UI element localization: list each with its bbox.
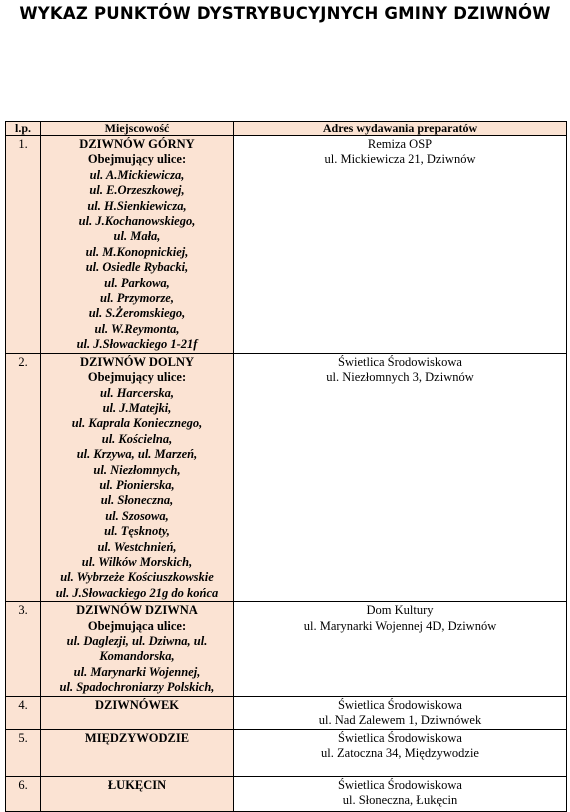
place-cell — [41, 602, 234, 696]
row-number: 2. — [6, 353, 41, 602]
street: ul. Pionierska, — [99, 477, 175, 492]
street: ul. Wilków Morskich, — [81, 554, 193, 569]
document-title: WYKAZ PUNKTÓW DYSTRYBUCYJNYCH GMINY DZIWNÓW — [19, 4, 551, 23]
place-name: DZIWNÓWEK — [94, 697, 180, 712]
address-cell — [234, 353, 567, 602]
street: ul. Niezłomnych, — [93, 462, 181, 477]
table-row — [6, 729, 567, 776]
header-place: Miejscowość — [41, 122, 234, 136]
street: ul. Osiedle Rybacki, — [85, 260, 189, 275]
street: ul. Daglezji, ul. Dziwna, ul. — [66, 634, 208, 648]
street: Komandorska, — [99, 649, 175, 664]
street: ul. Słoneczna, — [100, 493, 174, 508]
street: ul. S.Żeromskiego, — [88, 306, 186, 321]
address-cell — [234, 602, 567, 696]
table-row — [6, 602, 567, 696]
place-name: DZIWNÓW DZIWNA — [76, 603, 198, 618]
header-address: Adres wydawania preparatów — [234, 122, 567, 136]
venue-address: ul. Nad Zalewem 1, Dziwnówek — [318, 713, 482, 728]
venue-address: ul. Niezłomnych 3, Dziwnów — [326, 370, 474, 385]
streets-intro: Obejmujący ulice: — [87, 152, 187, 167]
row-number: 4. — [6, 696, 41, 729]
venue-name: Dom Kultury — [366, 603, 434, 618]
header-lp: l.p. — [6, 122, 41, 136]
address-cell — [234, 136, 567, 354]
venue-name: Świetlica Środowiskowa — [338, 777, 462, 792]
street: ul. J.Słowackiego 21g do końca — [55, 585, 219, 600]
street: ul. W.Reymonta, — [94, 321, 180, 336]
table-row — [6, 696, 567, 729]
row-number: 5. — [6, 729, 41, 776]
address-cell — [234, 776, 567, 811]
street: ul. Spadochroniarzy Polskich, — [59, 680, 215, 695]
place-cell — [41, 136, 234, 354]
street: ul. Harcerska, — [100, 385, 174, 400]
row-number: 6. — [6, 776, 41, 811]
table-row — [6, 353, 567, 602]
street: ul. H.Sienkiewicza, — [87, 198, 187, 213]
street: ul. Kaprala Koniecznego, — [71, 416, 203, 431]
distribution-points-table — [5, 121, 567, 812]
place-cell — [41, 353, 234, 602]
place-cell — [41, 696, 234, 729]
venue-name: Świetlica Środowiskowa — [338, 354, 462, 369]
street: ul. Parkowa, — [104, 275, 170, 290]
street: ul. Wybrzeże Kościuszkowskie — [60, 570, 214, 585]
place-cell — [41, 729, 234, 776]
venue-address: ul. Mickiewicza 21, Dziwnów — [324, 152, 476, 167]
venue-name: Świetlica Środowiskowa — [338, 730, 462, 745]
venue-name: Remiza OSP — [367, 137, 433, 151]
venue-address: ul. Marynarki Wojennej 4D, Dziwnów — [303, 618, 497, 633]
street: ul. Westchnień, — [97, 539, 177, 554]
row-number: 1. — [6, 136, 41, 354]
street: ul. J.Matejki, — [102, 400, 172, 415]
address-cell — [234, 729, 567, 776]
table-header-row — [6, 122, 567, 136]
venue-address: ul. Słoneczna, Łukęcin — [342, 793, 458, 808]
venue-name: Świetlica Środowiskowa — [338, 697, 462, 712]
street: ul. Tęsknoty, — [104, 524, 170, 539]
street: ul. Krzywa, ul. Marzeń, — [76, 447, 198, 462]
street: ul. Kościelna, — [101, 431, 173, 446]
address-cell — [234, 696, 567, 729]
street: ul. Przymorze, — [100, 291, 174, 306]
row-number: 3. — [6, 602, 41, 696]
venue-address: ul. Zatoczna 34, Międzywodzie — [321, 746, 479, 761]
street: ul. Mała, — [113, 229, 161, 244]
street: ul. J.Kochanowskiego, — [78, 214, 196, 229]
table-row — [6, 136, 567, 354]
street: ul. E.Orzeszkowej, — [89, 183, 185, 198]
place-name: DZIWNÓW DOLNY — [79, 354, 195, 369]
place-name: MIĘDZYWODZIE — [84, 730, 190, 745]
street: ul. Marynarki Wojennej, — [73, 664, 201, 679]
place-cell — [41, 776, 234, 811]
streets-intro: Obejmujący ulice: — [87, 370, 187, 385]
streets-intro: Obejmująca ulice: — [87, 618, 187, 633]
street: ul. M.Konopnickiej, — [85, 244, 189, 259]
street: ul. Szosowa, — [105, 508, 169, 523]
street: ul. A.Mickiewicza, — [89, 167, 185, 182]
place-name: DZIWNÓW GÓRNY — [79, 137, 195, 151]
place-name: ŁUKĘCIN — [107, 777, 167, 792]
table-row — [6, 776, 567, 811]
street: ul. J.Słowackiego 1-21f — [76, 337, 198, 352]
